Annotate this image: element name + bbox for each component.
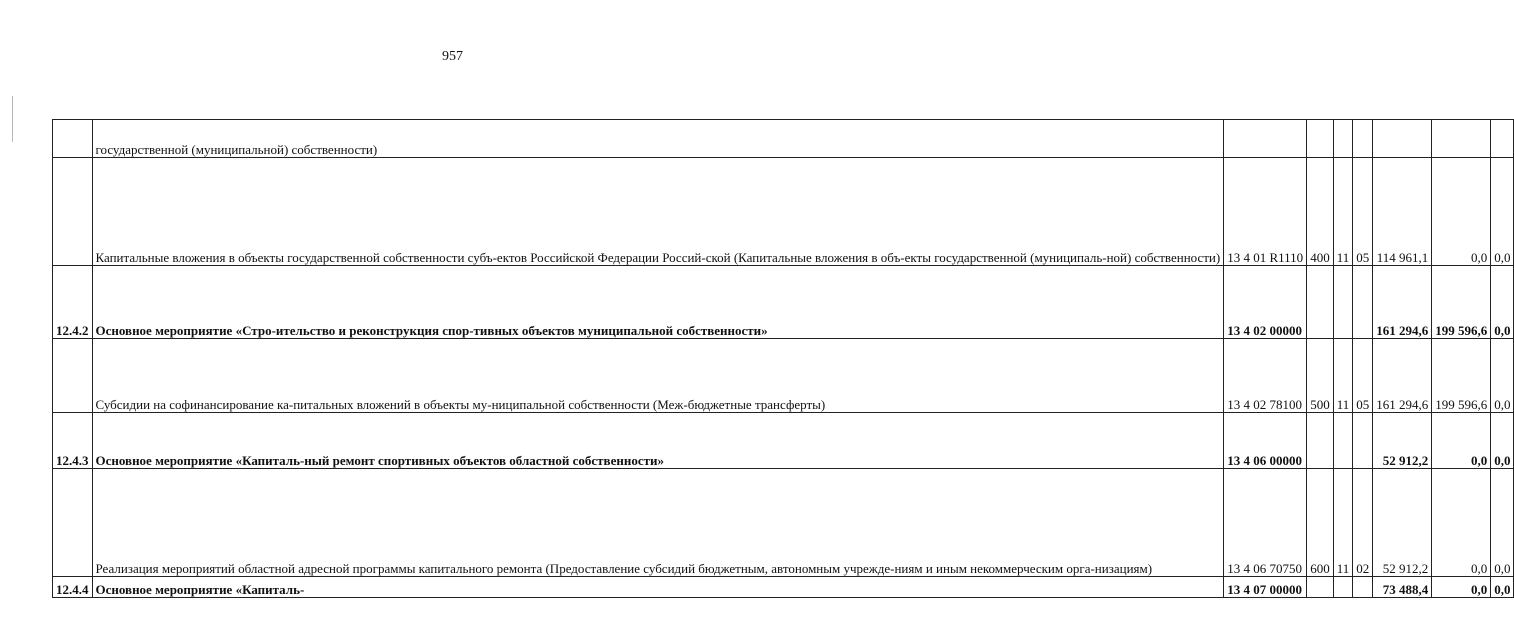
subsection-cell: 05 — [1353, 158, 1373, 266]
amount-year3-cell: 0,0 — [1491, 413, 1514, 469]
table-row — [53, 266, 1514, 339]
amount-year3-cell: 0,0 — [1491, 339, 1514, 413]
table-row — [53, 577, 1514, 598]
row-number-cell — [53, 339, 93, 413]
table-row — [53, 120, 1514, 158]
amount-year2-cell: 0,0 — [1432, 577, 1491, 598]
amount-year3-cell: 0,0 — [1491, 266, 1514, 339]
amount-year1-cell: 52 912,2 — [1373, 413, 1432, 469]
table-row — [53, 469, 1514, 577]
row-name-cell: Субсидии на софинансирование ка-питальных вложений в объекты му-ниципальной собственности (Меж-бюджетные трансферты) — [92, 339, 1224, 413]
subsection-cell: 02 — [1353, 469, 1373, 577]
expense-type-cell — [1307, 413, 1334, 469]
expense-type-cell: 600 — [1307, 469, 1334, 577]
row-name-cell: Основное мероприятие «Стро-ительство и реконструкция спор-тивных объектов муниципальной собственности» — [92, 266, 1224, 339]
subsection-cell — [1353, 266, 1373, 339]
row-number-cell — [53, 469, 93, 577]
expense-type-cell — [1307, 266, 1334, 339]
section-cell — [1333, 413, 1353, 469]
row-name-cell: Основное мероприятие «Капиталь-ный ремонт спортивных объектов областной собственности» — [92, 413, 1224, 469]
table-row — [53, 339, 1514, 413]
target-code-cell: 13 4 06 00000 — [1224, 413, 1307, 469]
amount-year1-cell: 161 294,6 — [1373, 339, 1432, 413]
amount-year2-cell: 0,0 — [1432, 158, 1491, 266]
amount-year2-cell — [1432, 120, 1491, 158]
table-row — [53, 158, 1514, 266]
subsection-cell — [1353, 120, 1373, 158]
row-number-cell: 12.4.2 — [53, 266, 93, 339]
amount-year1-cell — [1373, 120, 1432, 158]
section-cell: 11 — [1333, 158, 1353, 266]
amount-year2-cell: 0,0 — [1432, 413, 1491, 469]
row-number-cell — [53, 120, 93, 158]
row-name-cell: Основное мероприятие «Капиталь- — [92, 577, 1224, 598]
expense-type-cell — [1307, 120, 1334, 158]
section-cell — [1333, 120, 1353, 158]
subsection-cell: 05 — [1353, 339, 1373, 413]
target-code-cell — [1224, 120, 1307, 158]
budget-table — [52, 119, 1514, 598]
scan-artifact-line — [12, 96, 13, 142]
subsection-cell — [1353, 577, 1373, 598]
expense-type-cell: 400 — [1307, 158, 1334, 266]
row-name-cell: Капитальные вложения в объекты государственной собственности субъ-ектов Российской Федерации Россий-ской (Капитальные вложения в объ-екты государственной (муниципаль-ной) собственности) — [92, 158, 1224, 266]
amount-year2-cell: 0,0 — [1432, 469, 1491, 577]
amount-year3-cell — [1491, 120, 1514, 158]
page-number: 957 — [442, 49, 463, 64]
amount-year2-cell: 199 596,6 — [1432, 266, 1491, 339]
section-cell — [1333, 577, 1353, 598]
amount-year1-cell: 52 912,2 — [1373, 469, 1432, 577]
table-row — [53, 413, 1514, 469]
row-number-cell: 12.4.4 — [53, 577, 93, 598]
amount-year3-cell: 0,0 — [1491, 577, 1514, 598]
target-code-cell: 13 4 02 78100 — [1224, 339, 1307, 413]
target-code-cell: 13 4 01 R1110 — [1224, 158, 1307, 266]
target-code-cell: 13 4 07 00000 — [1224, 577, 1307, 598]
expense-type-cell — [1307, 577, 1334, 598]
section-cell: 11 — [1333, 339, 1353, 413]
subsection-cell — [1353, 413, 1373, 469]
target-code-cell: 13 4 06 70750 — [1224, 469, 1307, 577]
amount-year3-cell: 0,0 — [1491, 158, 1514, 266]
amount-year1-cell: 73 488,4 — [1373, 577, 1432, 598]
row-name-cell: Реализация мероприятий областной адресной программы капитального ремонта (Предоставление субсидий бюджетным, автономным учрежде-ниям и иным некоммерческим орга-низациям) — [92, 469, 1224, 577]
amount-year3-cell: 0,0 — [1491, 469, 1514, 577]
row-number-cell: 12.4.3 — [53, 413, 93, 469]
amount-year1-cell: 161 294,6 — [1373, 266, 1432, 339]
expense-type-cell: 500 — [1307, 339, 1334, 413]
target-code-cell: 13 4 02 00000 — [1224, 266, 1307, 339]
section-cell — [1333, 266, 1353, 339]
row-name-cell: государственной (муниципальной) собственности) — [92, 120, 1224, 158]
amount-year2-cell: 199 596,6 — [1432, 339, 1491, 413]
row-number-cell — [53, 158, 93, 266]
amount-year1-cell: 114 961,1 — [1373, 158, 1432, 266]
section-cell: 11 — [1333, 469, 1353, 577]
